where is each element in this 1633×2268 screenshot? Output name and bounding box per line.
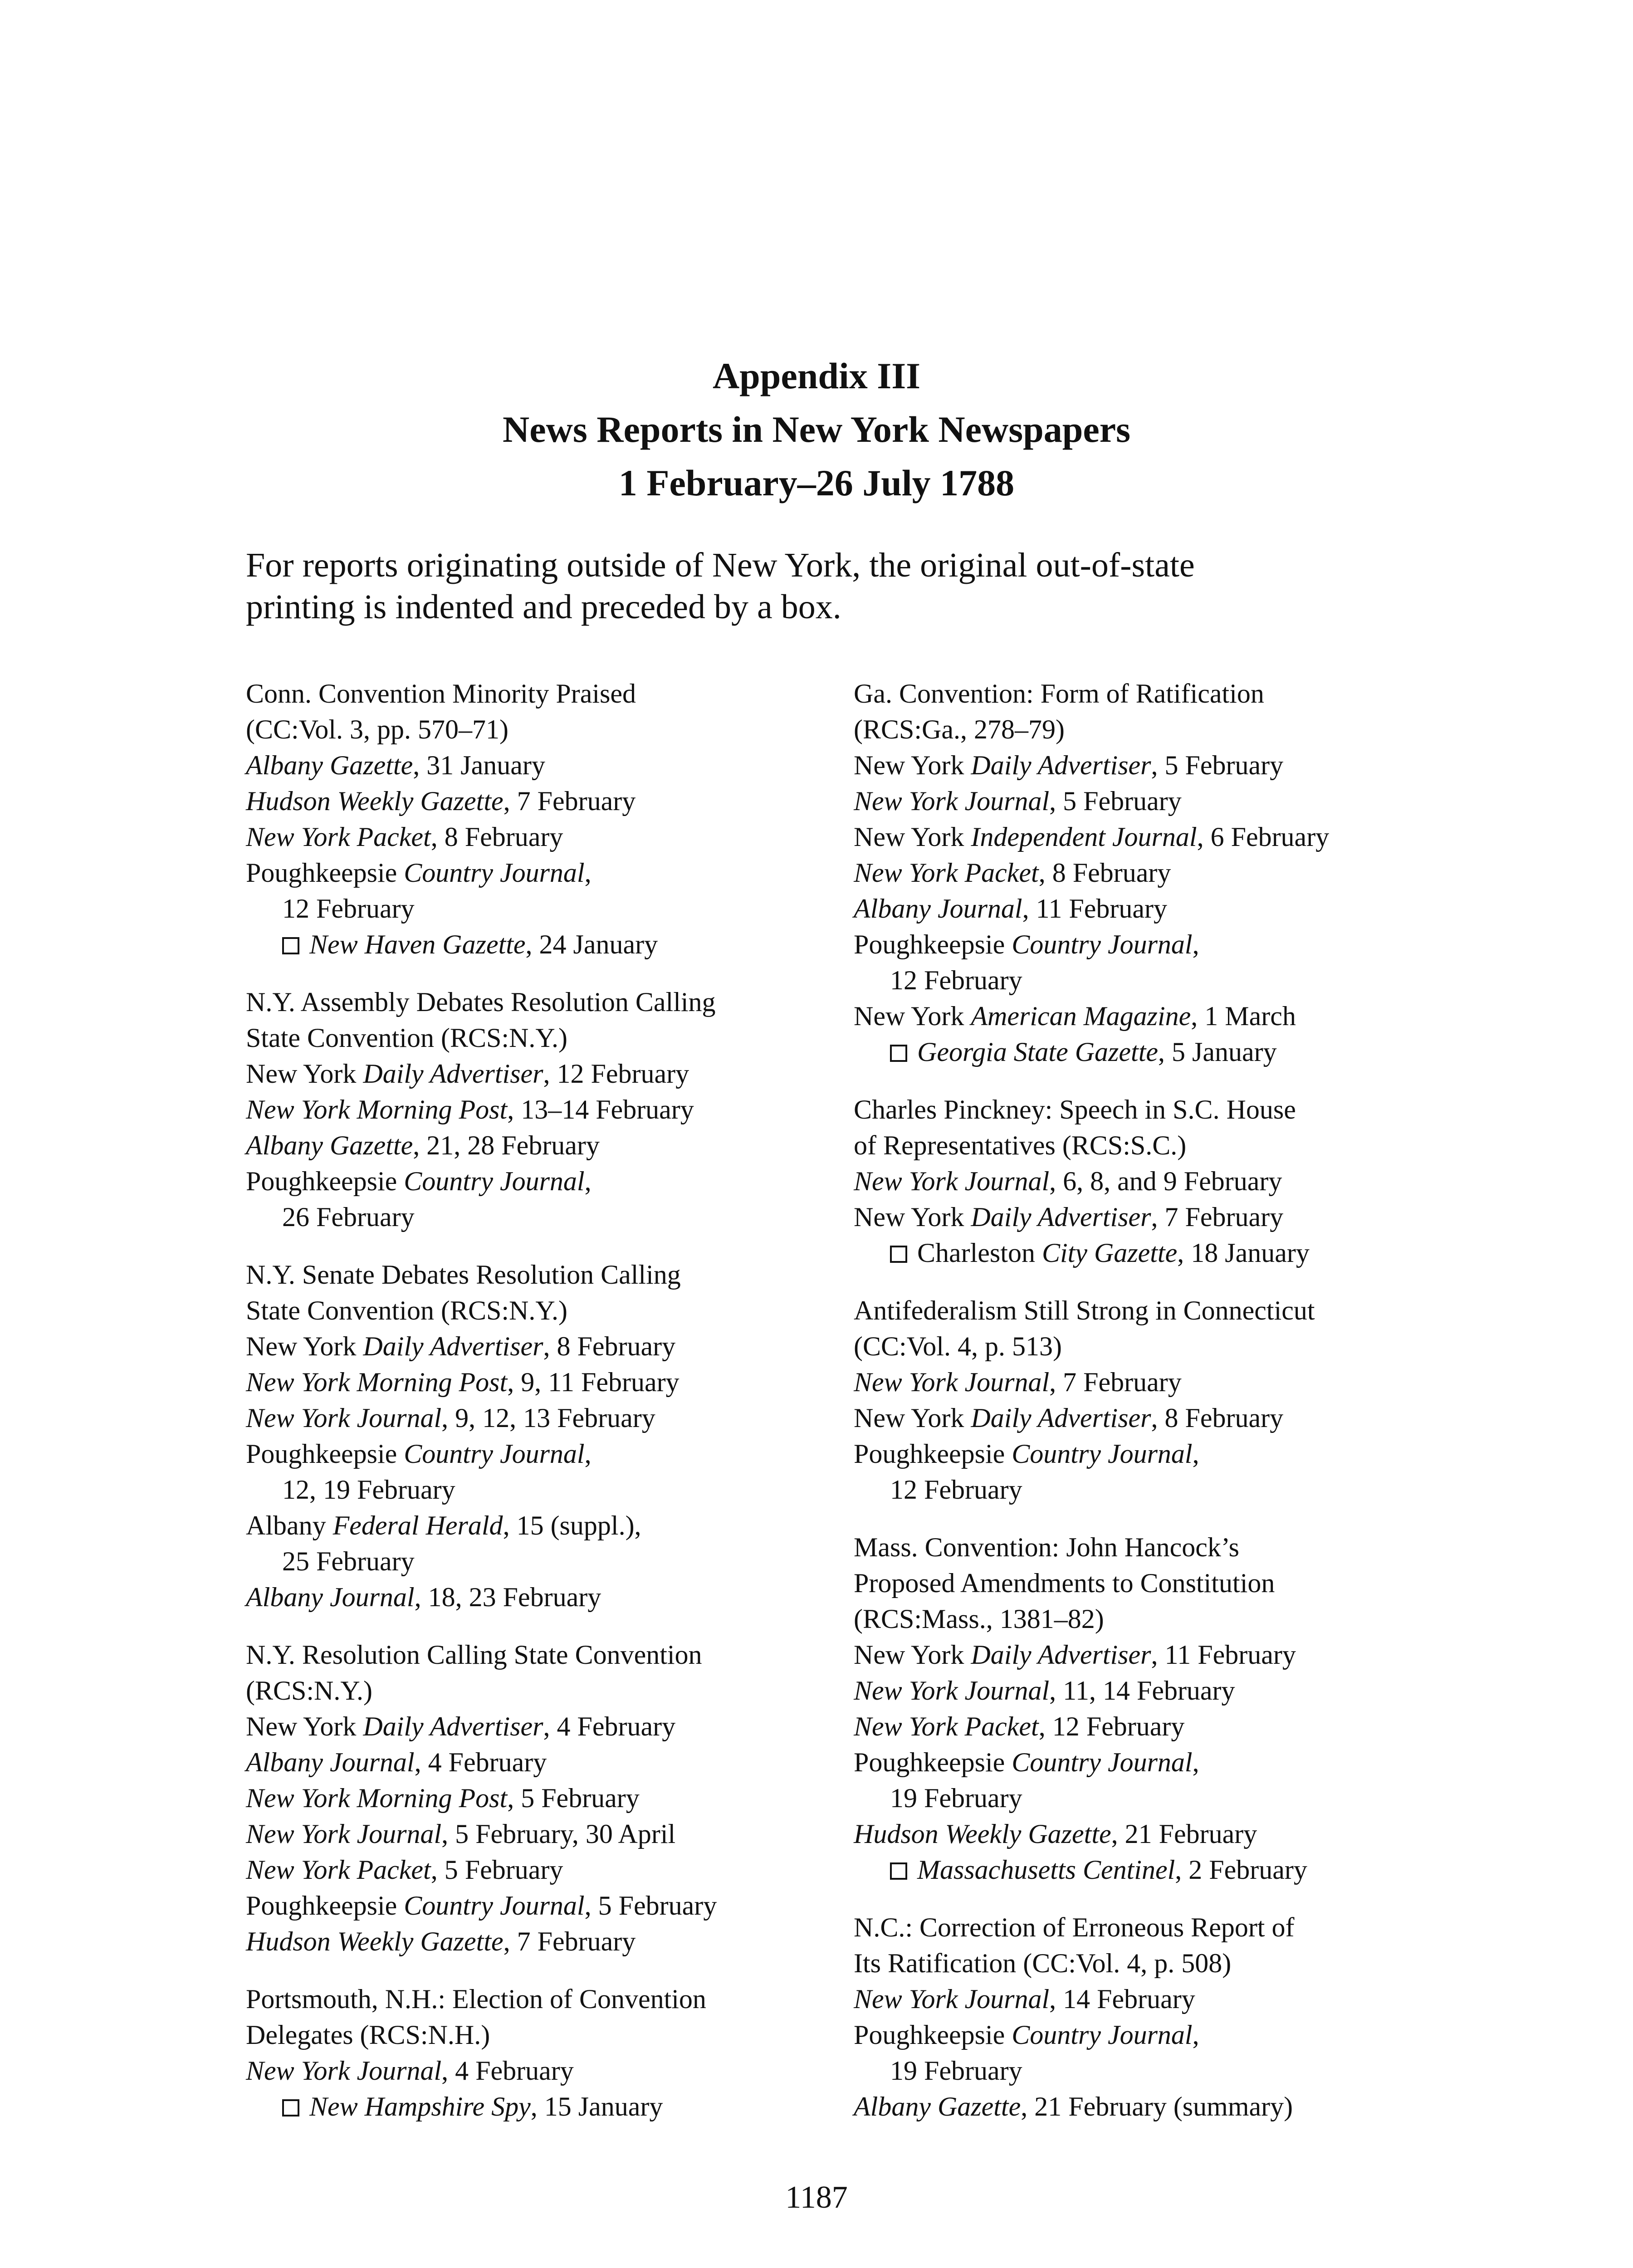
newspaper-citation bbox=[246, 855, 826, 891]
out-of-state-printing bbox=[246, 2089, 826, 2125]
newspaper-title: Daily Advertiser bbox=[971, 750, 1151, 780]
newspaper-title: Daily Advertiser bbox=[971, 1403, 1151, 1433]
newspaper-title: New York Packet bbox=[854, 858, 1039, 888]
entry-heading-line: Proposed Amendments to Constitution bbox=[854, 1568, 1275, 1598]
newspaper-citation bbox=[854, 1745, 1457, 1780]
newspaper-title: American Magazine bbox=[971, 1001, 1191, 1031]
newspaper-citation bbox=[854, 1981, 1457, 2017]
citation-text: , 4 February bbox=[414, 1747, 547, 1777]
newspaper-title: Hudson Weekly Gazette bbox=[246, 1926, 504, 1956]
right-column bbox=[854, 676, 1457, 2146]
newspaper-title: Independent Journal bbox=[971, 822, 1197, 852]
newspaper-citation bbox=[246, 1924, 826, 1960]
newspaper-title: Country Journal bbox=[404, 1891, 585, 1921]
report-entry bbox=[854, 1910, 1457, 2125]
citation-text: , bbox=[584, 1166, 592, 1196]
newspaper-citation bbox=[246, 783, 826, 819]
entry-heading bbox=[246, 1637, 826, 1709]
appendix-date-range: 1 February–26 July 1788 bbox=[618, 462, 1015, 503]
citation-text: , 18, 23 February bbox=[414, 1582, 601, 1612]
entry-heading-line: (RCS:N.Y.) bbox=[246, 1676, 372, 1706]
citation-text: , bbox=[1192, 1439, 1199, 1469]
citation-text: , 7 February bbox=[503, 1926, 636, 1956]
citation-text: 26 February bbox=[282, 1202, 415, 1232]
citation-text: , 9, 12, 13 February bbox=[441, 1403, 655, 1433]
newspaper-title: New York Morning Post bbox=[246, 1367, 508, 1397]
citation-text: New York bbox=[854, 1001, 971, 1031]
page-title bbox=[0, 349, 1633, 510]
newspaper-citation bbox=[246, 1888, 826, 1924]
report-entry bbox=[854, 1293, 1457, 1508]
report-entry bbox=[246, 1637, 826, 1960]
citation-text: , 5 February bbox=[584, 1891, 717, 1921]
intro-line: printing is indented and preceded by a box. bbox=[246, 588, 841, 626]
newspaper-title: Country Journal bbox=[404, 1439, 585, 1469]
citation-text: , 11 February bbox=[1022, 894, 1167, 924]
citation-text: , 13–14 February bbox=[507, 1095, 694, 1124]
citation-text: , 8 February bbox=[430, 822, 563, 852]
citation-text: , 14 February bbox=[1049, 1984, 1195, 2014]
citation-text: , 8 February bbox=[543, 1331, 676, 1361]
entry-heading-line: Mass. Convention: John Hancock’s bbox=[854, 1532, 1239, 1562]
newspaper-citation bbox=[246, 1816, 826, 1852]
entry-heading bbox=[854, 1293, 1457, 1364]
report-entry bbox=[246, 1257, 826, 1615]
newspaper-title: New York Journal bbox=[854, 1166, 1050, 1196]
entry-heading-line: (RCS:Ga., 278–79) bbox=[854, 714, 1065, 744]
newspaper-citation bbox=[246, 1780, 826, 1816]
entry-heading-line: Its Ratification (CC:Vol. 4, p. 508) bbox=[854, 1948, 1232, 1978]
newspaper-title: Daily Advertiser bbox=[363, 1711, 543, 1741]
citation-text: , 12 February bbox=[543, 1059, 689, 1089]
entry-heading-line: Antifederalism Still Strong in Connecticut bbox=[854, 1295, 1315, 1325]
citation-text: 25 February bbox=[282, 1546, 415, 1576]
newspaper-citation bbox=[854, 891, 1457, 927]
entry-heading bbox=[246, 984, 826, 1056]
entry-heading-line: (RCS:Mass., 1381–82) bbox=[854, 1604, 1104, 1634]
entry-heading-line: N.Y. Resolution Calling State Convention bbox=[246, 1640, 702, 1670]
entry-heading bbox=[854, 676, 1457, 748]
newspaper-citation bbox=[246, 1163, 826, 1199]
newspaper-citation bbox=[854, 783, 1457, 819]
entry-heading bbox=[246, 1257, 826, 1329]
citation-text: , 15 (suppl.), bbox=[503, 1510, 641, 1540]
newspaper-title: New York Packet bbox=[854, 1711, 1039, 1741]
newspaper-title: New York Journal bbox=[854, 1676, 1050, 1706]
newspaper-title: New York Journal bbox=[854, 1367, 1050, 1397]
entry-heading bbox=[246, 676, 826, 748]
entry-heading-line: Portsmouth, N.H.: Election of Convention bbox=[246, 1984, 706, 2014]
citation-text: Poughkeepsie bbox=[246, 1891, 404, 1921]
intro-line: For reports originating outside of New York, the original out-of-state bbox=[246, 546, 1195, 584]
checkbox-square-icon bbox=[890, 1246, 907, 1263]
citation-text: , 7 February bbox=[1049, 1367, 1182, 1397]
citation-text: Poughkeepsie bbox=[854, 929, 1012, 959]
newspaper-title: Georgia State Gazette bbox=[917, 1037, 1159, 1067]
citation-text: , 5 February bbox=[507, 1783, 640, 1813]
citation-text: , 11, 14 February bbox=[1049, 1676, 1235, 1706]
newspaper-citation bbox=[246, 1472, 826, 1508]
citation-text: , bbox=[584, 1439, 592, 1469]
report-entry bbox=[246, 1981, 826, 2125]
newspaper-title: New York Journal bbox=[246, 1819, 442, 1849]
citation-text: New York bbox=[854, 750, 971, 780]
newspaper-citation bbox=[246, 1709, 826, 1745]
newspaper-citation bbox=[854, 855, 1457, 891]
entry-heading bbox=[854, 1092, 1457, 1163]
citation-text: 12 February bbox=[282, 894, 415, 924]
report-entry bbox=[246, 984, 826, 1235]
intro-paragraph bbox=[246, 544, 1425, 628]
newspaper-title: Albany Gazette bbox=[246, 750, 413, 780]
citation-text: , bbox=[1192, 929, 1199, 959]
newspaper-citation bbox=[854, 1472, 1457, 1508]
newspaper-title: Country Journal bbox=[1012, 1747, 1193, 1777]
newspaper-title: Country Journal bbox=[1012, 1439, 1193, 1469]
entry-heading bbox=[854, 1530, 1457, 1637]
citation-text: , 15 January bbox=[530, 2092, 663, 2121]
newspaper-title: City Gazette bbox=[1041, 1238, 1178, 1268]
newspaper-title: Federal Herald bbox=[332, 1510, 503, 1540]
newspaper-title: Albany Gazette bbox=[246, 1130, 413, 1160]
citation-text: , 21 February bbox=[1111, 1819, 1257, 1849]
newspaper-citation bbox=[246, 1128, 826, 1163]
appendix-label: Appendix III bbox=[712, 355, 921, 396]
newspaper-title: Hudson Weekly Gazette bbox=[854, 1819, 1111, 1849]
newspaper-title: Albany Journal bbox=[246, 1747, 415, 1777]
citation-text: , 8 February bbox=[1038, 858, 1171, 888]
entry-heading-line: (CC:Vol. 3, pp. 570–71) bbox=[246, 714, 508, 744]
checkbox-square-icon bbox=[282, 2099, 299, 2116]
citation-text: , 5 February, 30 April bbox=[441, 1819, 676, 1849]
citation-text: , bbox=[1192, 2020, 1199, 2050]
newspaper-citation bbox=[246, 1745, 826, 1780]
newspaper-title: New York Journal bbox=[854, 786, 1050, 816]
newspaper-citation bbox=[854, 1163, 1457, 1199]
citation-text: Charleston bbox=[917, 1238, 1042, 1268]
newspaper-citation bbox=[854, 1780, 1457, 1816]
entry-heading-line: Ga. Convention: Form of Ratification bbox=[854, 679, 1264, 709]
entry-heading bbox=[854, 1910, 1457, 1981]
citation-text: , bbox=[1192, 1747, 1199, 1777]
citation-text: , 5 February bbox=[1049, 786, 1182, 816]
newspaper-title: Albany Gazette bbox=[854, 2092, 1021, 2121]
citation-text: New York bbox=[246, 1331, 363, 1361]
newspaper-title: Country Journal bbox=[404, 1166, 585, 1196]
entry-heading-line: Conn. Convention Minority Praised bbox=[246, 679, 636, 709]
newspaper-title: New York Morning Post bbox=[246, 1095, 508, 1124]
report-entry bbox=[854, 1092, 1457, 1271]
newspaper-citation bbox=[854, 1709, 1457, 1745]
newspaper-title: Massachusetts Centinel bbox=[917, 1855, 1175, 1885]
newspaper-title: Daily Advertiser bbox=[971, 1202, 1151, 1232]
citation-text: , 11 February bbox=[1151, 1640, 1296, 1670]
out-of-state-printing bbox=[854, 1235, 1457, 1271]
citation-text: , 18 January bbox=[1177, 1238, 1310, 1268]
citation-text: Poughkeepsie bbox=[854, 2020, 1012, 2050]
citation-text: New York bbox=[854, 1202, 971, 1232]
newspaper-citation bbox=[854, 1637, 1457, 1673]
newspaper-title: Daily Advertiser bbox=[971, 1640, 1151, 1670]
newspaper-citation bbox=[854, 998, 1457, 1034]
citation-text: Albany bbox=[246, 1510, 333, 1540]
citation-text: New York bbox=[854, 822, 971, 852]
newspaper-citation bbox=[854, 2089, 1457, 2125]
report-entry bbox=[854, 1530, 1457, 1888]
newspaper-citation bbox=[246, 891, 826, 927]
newspaper-citation bbox=[246, 1579, 826, 1615]
page-number: 1187 bbox=[785, 2180, 848, 2215]
citation-text: , bbox=[584, 858, 592, 888]
newspaper-citation bbox=[246, 748, 826, 783]
newspaper-title: New York Journal bbox=[854, 1984, 1050, 2014]
citation-text: , 31 January bbox=[413, 750, 545, 780]
newspaper-title: New York Packet bbox=[246, 1855, 431, 1885]
citation-text: New York bbox=[854, 1640, 971, 1670]
newspaper-title: New Haven Gazette bbox=[309, 929, 526, 959]
citation-text: New York bbox=[246, 1711, 363, 1741]
newspaper-citation bbox=[854, 2053, 1457, 2089]
left-column bbox=[246, 676, 826, 2146]
report-entry bbox=[854, 676, 1457, 1070]
checkbox-square-icon bbox=[890, 1862, 907, 1880]
entry-heading-line: N.C.: Correction of Erroneous Report of bbox=[854, 1912, 1295, 1942]
newspaper-title: New York Journal bbox=[246, 1403, 442, 1433]
entry-heading-line: N.Y. Assembly Debates Resolution Calling bbox=[246, 987, 716, 1017]
citation-text: , 4 February bbox=[441, 2056, 574, 2086]
newspaper-title: New York Journal bbox=[246, 2056, 442, 2086]
newspaper-title: Albany Journal bbox=[246, 1582, 415, 1612]
citation-text: 12, 19 February bbox=[282, 1475, 455, 1505]
appendix-title: News Reports in New York Newspapers bbox=[502, 409, 1131, 450]
entry-heading-line: (CC:Vol. 4, p. 513) bbox=[854, 1331, 1062, 1361]
citation-text: , 4 February bbox=[543, 1711, 676, 1741]
citation-text: , 6, 8, and 9 February bbox=[1049, 1166, 1282, 1196]
citation-text: 12 February bbox=[890, 1475, 1022, 1505]
entry-heading-line: N.Y. Senate Debates Resolution Calling bbox=[246, 1260, 681, 1290]
newspaper-title: Daily Advertiser bbox=[363, 1331, 543, 1361]
citation-text: Poughkeepsie bbox=[854, 1439, 1012, 1469]
newspaper-citation bbox=[246, 1199, 826, 1235]
entry-heading bbox=[246, 1981, 826, 2053]
citation-text: , 5 January bbox=[1158, 1037, 1277, 1067]
checkbox-square-icon bbox=[890, 1045, 907, 1062]
citation-text: Poughkeepsie bbox=[246, 858, 404, 888]
out-of-state-printing bbox=[246, 927, 826, 963]
citation-text: New York bbox=[854, 1403, 971, 1433]
citation-text: , 21 February (summary) bbox=[1021, 2092, 1293, 2121]
newspaper-citation bbox=[246, 1436, 826, 1472]
newspaper-title: Hudson Weekly Gazette bbox=[246, 786, 504, 816]
citation-text: , 8 February bbox=[1151, 1403, 1284, 1433]
newspaper-citation bbox=[854, 1816, 1457, 1852]
citation-text: , 21, 28 February bbox=[413, 1130, 600, 1160]
citation-text: , 5 February bbox=[430, 1855, 563, 1885]
newspaper-citation bbox=[854, 1364, 1457, 1400]
newspaper-citation bbox=[854, 927, 1457, 963]
newspaper-citation bbox=[854, 819, 1457, 855]
citation-text: , 12 February bbox=[1038, 1711, 1185, 1741]
newspaper-title: Albany Journal bbox=[854, 894, 1022, 924]
out-of-state-printing bbox=[854, 1034, 1457, 1070]
newspaper-citation bbox=[854, 1436, 1457, 1472]
entry-heading-line: Charles Pinckney: Speech in S.C. House bbox=[854, 1095, 1296, 1124]
newspaper-citation bbox=[854, 748, 1457, 783]
entry-heading-line: of Representatives (RCS:S.C.) bbox=[854, 1130, 1187, 1160]
newspaper-citation bbox=[246, 1056, 826, 1092]
citation-text: , 7 February bbox=[1151, 1202, 1284, 1232]
newspaper-title: New York Morning Post bbox=[246, 1783, 508, 1813]
checkbox-square-icon bbox=[282, 937, 299, 954]
citation-text: , 1 March bbox=[1191, 1001, 1296, 1031]
citation-text: , 2 February bbox=[1175, 1855, 1307, 1885]
newspaper-title: Country Journal bbox=[1012, 929, 1193, 959]
newspaper-citation bbox=[246, 1400, 826, 1436]
citation-text: 19 February bbox=[890, 1783, 1022, 1813]
entry-heading-line: Delegates (RCS:N.H.) bbox=[246, 2020, 490, 2050]
out-of-state-printing bbox=[854, 1852, 1457, 1888]
newspaper-citation bbox=[246, 819, 826, 855]
newspaper-citation bbox=[854, 1199, 1457, 1235]
citation-text: New York bbox=[246, 1059, 363, 1089]
citation-text: 12 February bbox=[890, 965, 1022, 995]
citation-text: , 7 February bbox=[503, 786, 636, 816]
entry-heading-line: State Convention (RCS:N.Y.) bbox=[246, 1023, 567, 1053]
newspaper-citation bbox=[246, 1508, 826, 1544]
newspaper-title: New Hampshire Spy bbox=[309, 2092, 531, 2121]
newspaper-citation bbox=[246, 1364, 826, 1400]
newspaper-citation bbox=[246, 1852, 826, 1888]
newspaper-citation bbox=[854, 963, 1457, 998]
newspaper-title: Country Journal bbox=[404, 858, 585, 888]
newspaper-title: New York Packet bbox=[246, 822, 431, 852]
citation-text: Poughkeepsie bbox=[246, 1439, 404, 1469]
citation-text: Poughkeepsie bbox=[246, 1166, 404, 1196]
newspaper-citation bbox=[246, 2053, 826, 2089]
citation-text: 19 February bbox=[890, 2056, 1022, 2086]
newspaper-citation bbox=[854, 1400, 1457, 1436]
newspaper-title: Country Journal bbox=[1012, 2020, 1193, 2050]
newspaper-citation bbox=[246, 1329, 826, 1364]
newspaper-citation bbox=[246, 1092, 826, 1128]
citation-text: , 5 February bbox=[1151, 750, 1284, 780]
citation-text: , 24 January bbox=[525, 929, 658, 959]
citation-text: Poughkeepsie bbox=[854, 1747, 1012, 1777]
citation-text: , 6 February bbox=[1197, 822, 1330, 852]
newspaper-citation bbox=[854, 2017, 1457, 2053]
newspaper-citation bbox=[246, 1544, 826, 1579]
entry-heading-line: State Convention (RCS:N.Y.) bbox=[246, 1295, 567, 1325]
newspaper-citation bbox=[854, 1673, 1457, 1709]
citation-text: , 9, 11 February bbox=[507, 1367, 680, 1397]
report-entry bbox=[246, 676, 826, 963]
newspaper-title: Daily Advertiser bbox=[363, 1059, 543, 1089]
